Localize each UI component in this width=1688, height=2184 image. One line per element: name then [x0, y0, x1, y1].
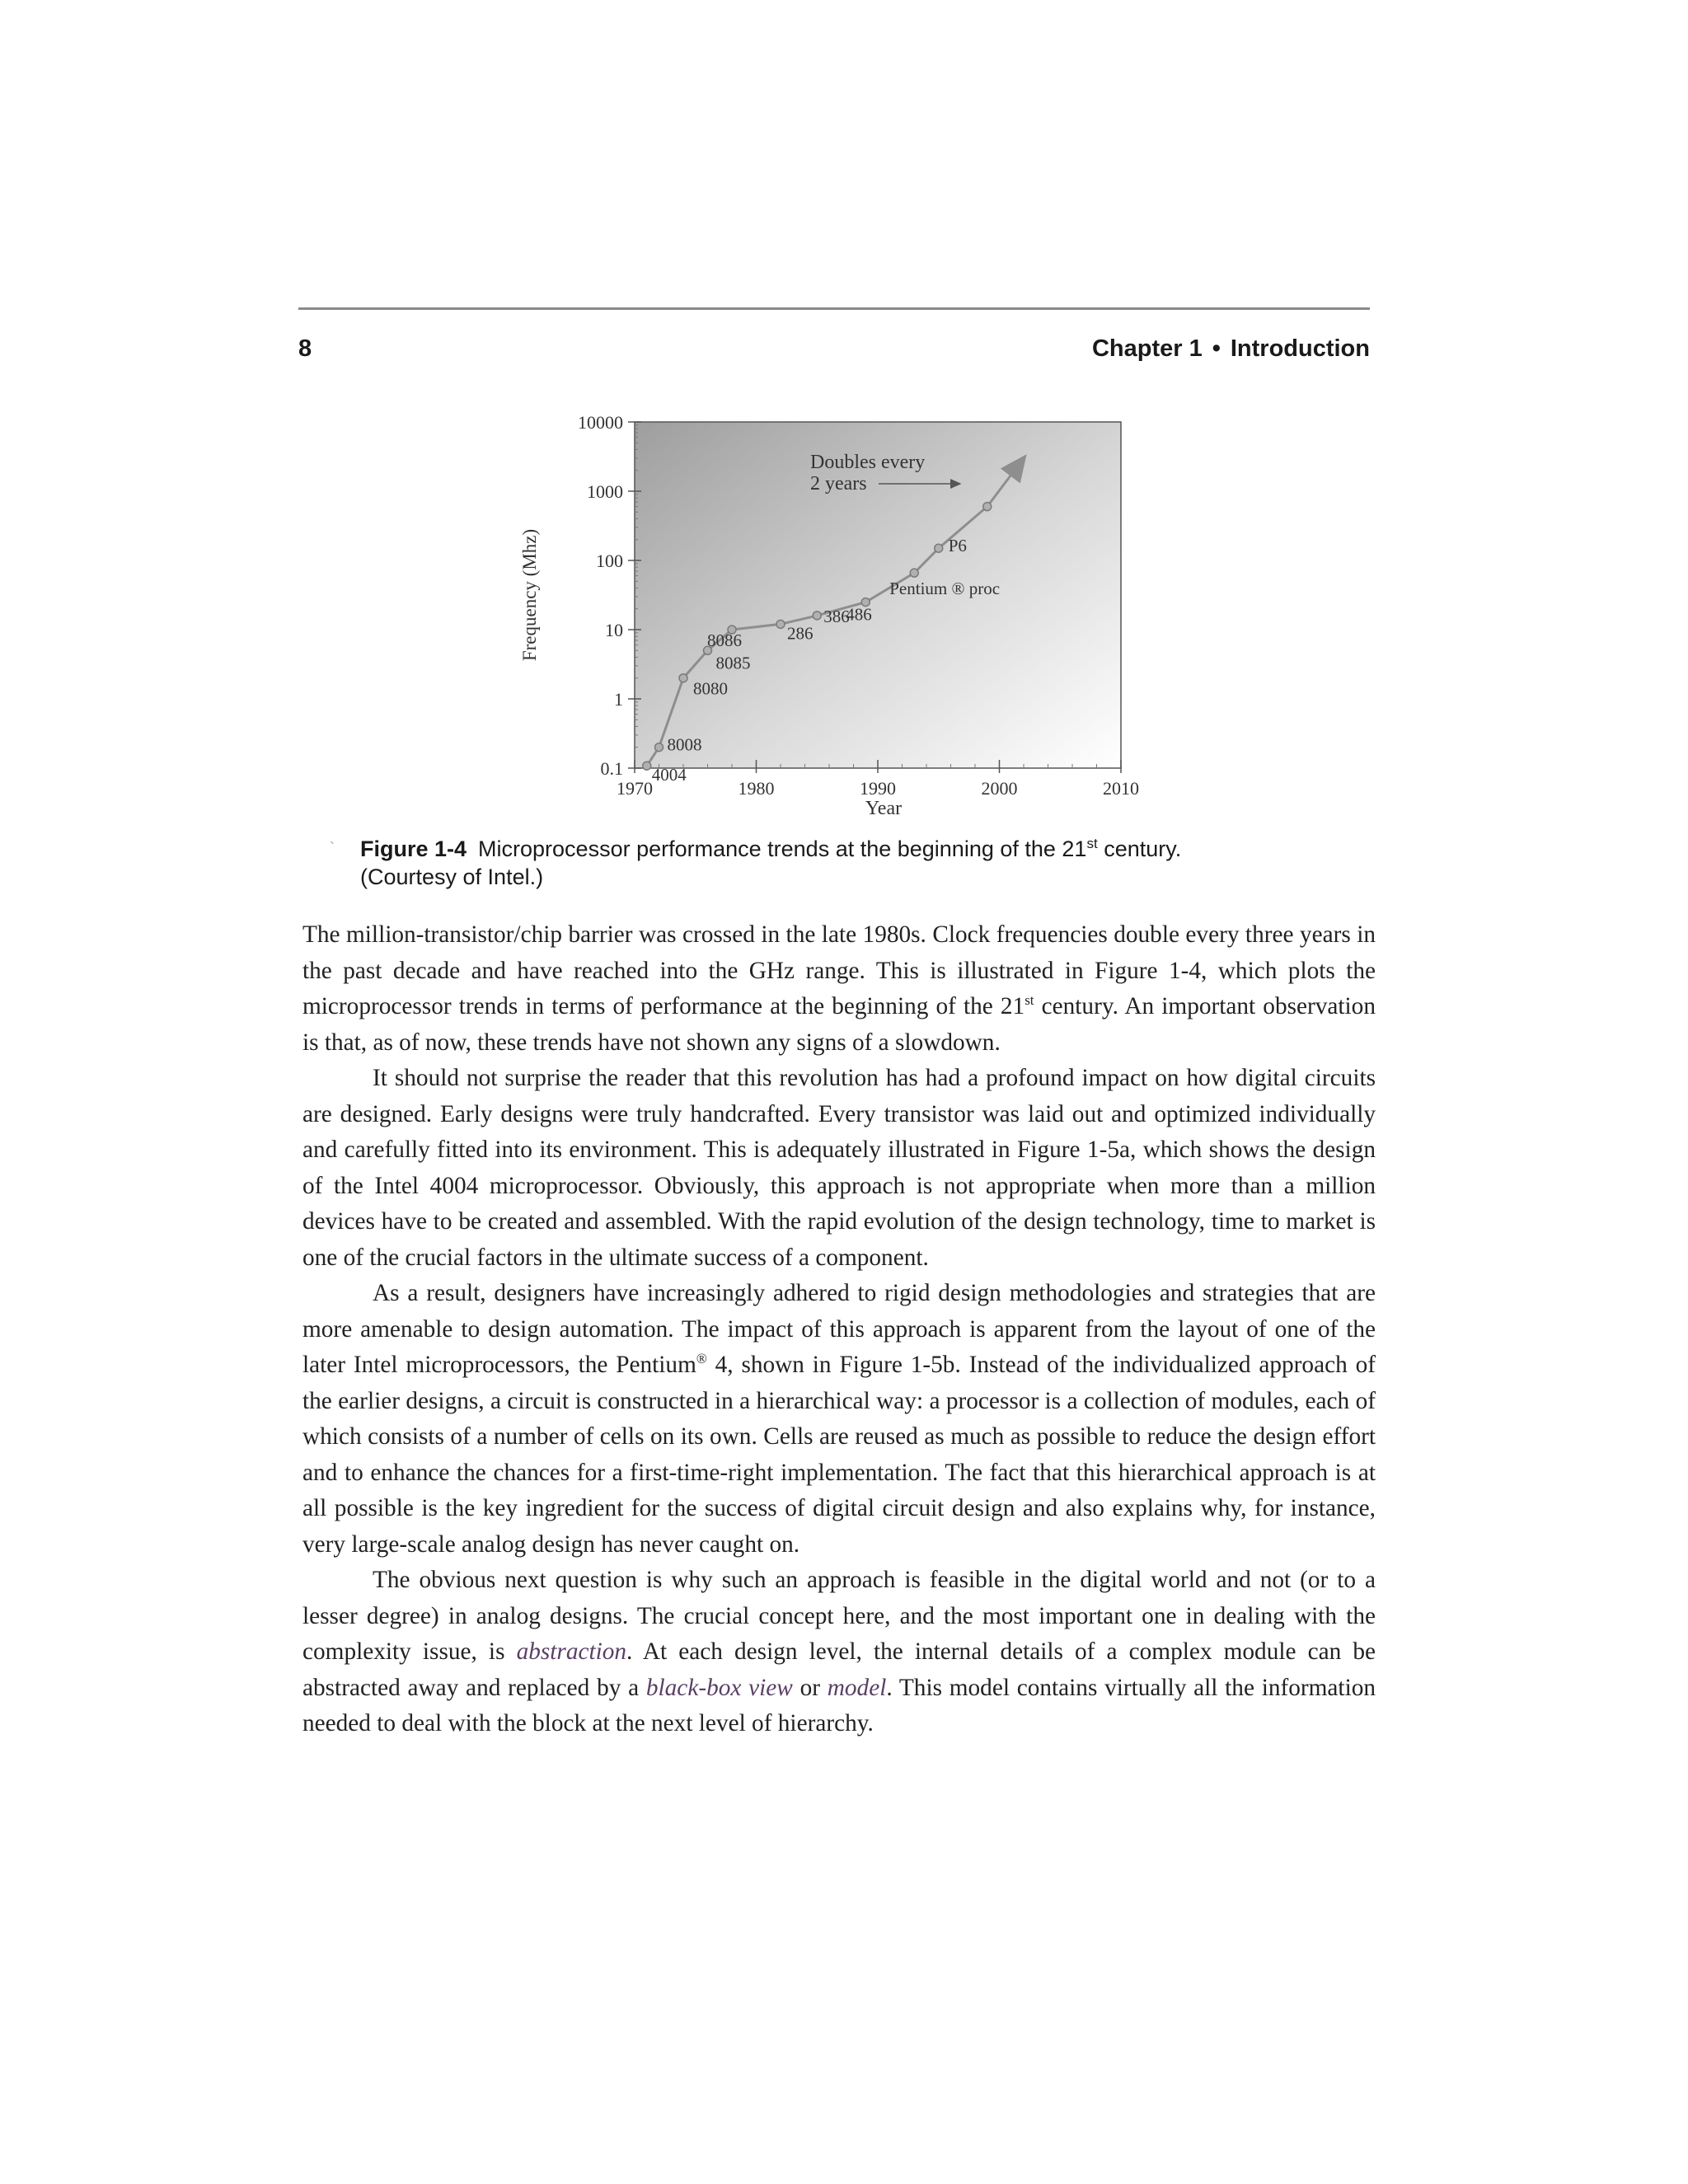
section-label: Introduction [1230, 335, 1370, 362]
point-label: 8085 [715, 653, 751, 673]
point-label: 8086 [707, 630, 742, 650]
data-point [643, 762, 651, 770]
point-label: 286 [787, 623, 814, 644]
x-axis-label: Year [865, 798, 903, 819]
paragraph-4-text-a: The obvious next question is why such an approach is feasible in the digital world and not (or to a lesser degree) in analog designs. The crucial concept here, and the most important one in dealing with the complexity issue, is [302, 1567, 1376, 1665]
point-label: 386 [823, 606, 850, 626]
point-label: 8080 [693, 678, 728, 699]
term-abstraction: abstraction [516, 1638, 627, 1665]
x-tick-label-1970: 1970 [617, 778, 653, 799]
paragraph-1-superscript: st [1025, 992, 1034, 1009]
figure-label: Figure 1-4 [360, 837, 467, 861]
paragraph-4-text-d: . This model contains virtually all the information needed to deal with the block at the next level of hierarchy. [302, 1674, 1376, 1736]
data-point [813, 612, 821, 620]
data-point [776, 620, 785, 628]
y-tick-label-10000: 10000 [578, 412, 623, 433]
paragraph-1 [302, 917, 1376, 1061]
header-rule [298, 307, 1370, 310]
y-tick-label-100: 100 [596, 551, 623, 571]
paragraph-2: It should not surprise the reader that this revolution has had a profound impact on how digital circuits are designed. Early designs were truly handcrafted. Every transistor was laid out and optimized individually and carefully fitted into its environment. This is adequately illustrated in Figure 1-5a, which shows the design of the Intel 4004 microprocessor. Obviously, this approach is not appropriate when more than a million devices have to be created and assembled. With the rapid evolution of the design technology, time to market is one of the crucial factors in the ultimate success of a component. [302, 1065, 1376, 1271]
caption-superscript: st [1086, 836, 1098, 851]
term-model: model [827, 1674, 887, 1701]
point-label: P6 [948, 536, 967, 556]
page-number: 8 [298, 335, 312, 362]
data-point [983, 503, 992, 511]
paragraph-3 [302, 1276, 1376, 1563]
paragraph-4-text-b: . At each design level, the internal details of a complex module can be abstracted away and replaced by a [302, 1638, 1376, 1701]
paragraph-1-text: The million-transistor/chip barrier was crossed in the late 1980s. Clock frequencies double every three years in the past decade and have reached into the GHz range. This is illustrated in Figure 1-4, which plots the microprocessor trends in terms of performance at the beginning of the 21 [302, 921, 1376, 1019]
paragraph-4-text-c: or [792, 1674, 828, 1701]
y-tick-label-1: 1 [614, 689, 623, 710]
chapter-label: Chapter 1 [1091, 335, 1203, 362]
y-tick-label-10: 10 [605, 620, 623, 640]
annotation-line-2: 2 years [810, 473, 867, 494]
caption-text: Microprocessor performance trends at the beginning of the 21 [478, 837, 1087, 861]
data-point [910, 569, 918, 577]
body-text [302, 917, 1376, 1742]
data-point [935, 544, 943, 552]
y-tick-label-0.1: 0.1 [600, 758, 623, 779]
data-point [679, 674, 687, 682]
paragraph-1-text-end: century. An important observation is that, as of now, these trends have not shown any signs of a slowdown. [302, 993, 1376, 1056]
paragraph-3-text-end: 4, shown in Figure 1-5b. Instead of the individualized approach of the earlier designs, a circuit is constructed in a hierarchical way: a processor is a collection of modules, each of which consists of a number of cells on its own. Cells are reused as much as possible to reduce the design effort and to enhance the chances for a first-time-right implementation. The fact that this hierarchical approach is at all possible is the key ingredient for the success of digital circuit design and also explains why, for instance, very large-scale analog design has never caught on. [302, 1352, 1376, 1558]
x-tick-label-2010: 2010 [1103, 778, 1139, 799]
point-label: 8008 [667, 734, 702, 755]
frequency-trend-chart [511, 404, 1170, 832]
x-tick-label-2000: 2000 [981, 778, 1018, 799]
point-label: Pentium ® proc [889, 579, 1001, 599]
data-point [655, 743, 663, 752]
caption-courtesy: (Courtesy of Intel.) [360, 865, 544, 889]
running-head [1092, 335, 1370, 363]
x-tick-label-1990: 1990 [860, 778, 896, 799]
point-label: 4004 [651, 765, 687, 785]
paragraph-3-text: As a result, designers have increasingly adhered to rigid design methodologies and strategies that are more amenable to design automation. The impact of this approach is apparent from the layout of one of the later Intel microprocessors, the Pentium [302, 1280, 1376, 1378]
term-black-box-view: black-box view [645, 1674, 793, 1701]
y-axis-label: Frequency (Mhz) [519, 528, 540, 662]
paragraph-4 [302, 1563, 1376, 1742]
y-tick-label-1000: 1000 [587, 481, 623, 502]
caption-text-end: century. [1097, 837, 1182, 861]
registered-mark: ® [696, 1351, 707, 1367]
figure-caption [360, 835, 1374, 891]
point-label: 486 [846, 604, 872, 625]
bullet-separator: • [1212, 335, 1221, 362]
caption-bullet: ` [330, 840, 335, 856]
x-tick-label-1980: 1980 [738, 778, 775, 799]
y-axis [578, 412, 641, 779]
annotation-line-1: Doubles every [810, 452, 926, 473]
